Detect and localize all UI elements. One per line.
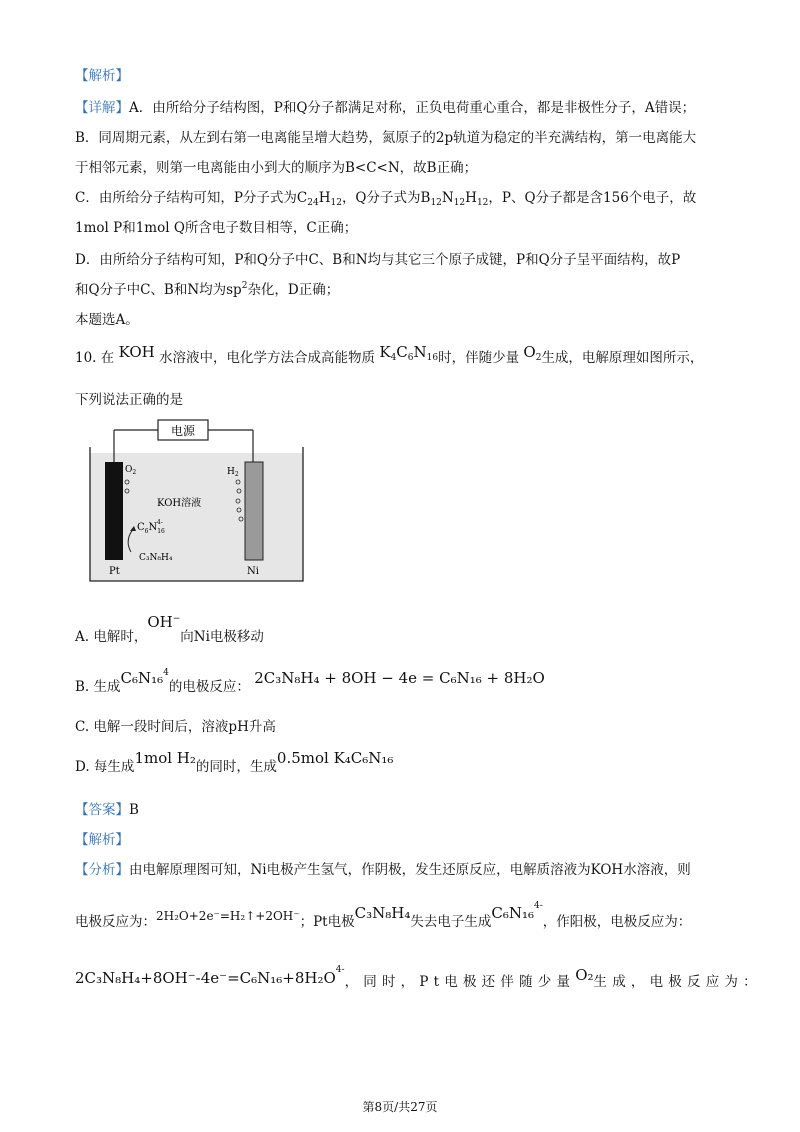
option-a <box>75 613 264 645</box>
product-n-sub: 16 <box>157 528 165 535</box>
koh-solution-label: KOH溶液 <box>157 498 202 509</box>
product-c-sub: 6 <box>144 528 149 535</box>
c-sub: 6 <box>407 353 414 363</box>
analysis-text1: 由电解原理图可知，Ni电极产生氢气，作阴极，发生还原反应，电解质溶液为KOH水溶液，则 <box>129 862 691 878</box>
option-d-h2: 1mol H₂ <box>134 749 196 767</box>
power-supply-label: 电源 <box>170 424 196 438</box>
ni-electrode <box>245 462 263 560</box>
k-symbol: K <box>379 343 391 361</box>
o2-symbol: O <box>125 465 133 475</box>
sub-12b: 12 <box>430 198 442 208</box>
h2-symbol: H <box>227 467 235 477</box>
detail-line-c <box>75 186 696 208</box>
option-d-text1: D. 每生成 <box>75 759 135 775</box>
option-b-text2: 的电极反应： <box>168 679 250 695</box>
analysis-line-2 <box>75 901 692 930</box>
answer-value: B <box>129 802 139 818</box>
analysis-text7: 生成，电极反应为： <box>593 974 762 990</box>
analysis-text3: ；Pt电极 <box>299 914 355 930</box>
detail-line-d2 <box>75 278 339 298</box>
detail-conclusion: 本题选A。 <box>75 312 139 328</box>
detail-line-b: B．同周期元素，从左到右第一电离能呈增大趋势，氮原子的2p轨道为稳定的半充满结构，第一电离能大 <box>75 130 697 146</box>
question-10-stem <box>75 343 704 368</box>
option-d <box>75 749 394 775</box>
option-b-equation: 2C₃N₈H₄ + 8OH − 4e = C₆N₁₆ + 8H₂O <box>254 669 545 687</box>
analysis-o2: O₂ <box>575 966 594 984</box>
page-footer: 第8页/共27页 <box>362 1100 438 1114</box>
oh-ion <box>147 613 180 631</box>
reactant-label: C₃N₈H₄ <box>139 553 173 563</box>
detail-line-a <box>75 96 695 116</box>
detail-tag: 【详解】 <box>75 100 129 116</box>
n-sub: 16 <box>426 353 439 363</box>
sub-24: 24 <box>307 198 319 208</box>
detail-c-h2: H <box>465 190 477 206</box>
product-c: C <box>137 522 145 533</box>
detail-d2-text2: 杂化，D正确； <box>247 282 340 298</box>
o2-sub: 2 <box>132 469 137 476</box>
o-symbol: O <box>523 343 536 361</box>
q10-text2: 水溶液中，电化学方法合成高能物质 <box>159 350 376 366</box>
detail-line-d: D．由所给分子结构可知，P和Q分子中C、B和N均与其它三个原子成键，P和Q分子呈平面结构，故P <box>75 252 681 268</box>
pt-electrode <box>105 462 123 560</box>
c-symbol: C <box>396 343 408 361</box>
option-d-product: 0.5mol K₄C₆N₁₆ <box>276 749 394 767</box>
option-b-product: C₆N₁₆ <box>120 669 164 687</box>
section-header-analysis-2: 【解析】 <box>75 832 129 848</box>
detail-line-b2: 于相邻元素，则第一电离能由小到大的顺序为B<C<N，故B正确； <box>75 160 478 176</box>
detail-d2-text1: 和Q分子中C、B和N均为sp <box>75 282 242 298</box>
answer-tag: 【答案】 <box>75 802 129 818</box>
question-10-prompt: 下列说法正确的是 <box>75 392 183 408</box>
detail-text-a: A．由所给分子结构图，P和Q分子都满足对称，正负电荷重心重合，都是非极性分子，A错误； <box>129 100 696 116</box>
product-n: N <box>148 522 158 533</box>
analysis-product-charge: 4- <box>534 901 543 911</box>
ni-label: Ni <box>247 566 259 577</box>
q10-koh: KOH <box>118 343 155 361</box>
q10-text4: 生成，电解原理如图所示， <box>541 350 704 366</box>
detail-c-h: H <box>318 190 331 206</box>
option-a-text2: 向Ni电极移动 <box>180 629 264 645</box>
q10-o2 <box>523 343 541 361</box>
detail-c-text2: ，Q分子式为B <box>341 190 431 206</box>
analysis-line-1 <box>75 858 691 878</box>
oh-charge: − <box>172 614 181 624</box>
pt-label: Pt <box>109 566 120 577</box>
answer <box>75 798 139 818</box>
detail-c-n: N <box>441 190 454 206</box>
k-sub: 4 <box>390 353 397 363</box>
option-c: C. 电解一段时间后，溶液pH升高 <box>75 719 276 735</box>
n-symbol: N <box>413 343 427 361</box>
option-b <box>75 668 545 695</box>
o-sub: 2 <box>535 353 542 363</box>
analysis-line-3 <box>75 965 762 990</box>
sup-2: 2 <box>241 281 248 291</box>
sub-12c: 12 <box>453 198 466 208</box>
anode-equation-charge: 4- <box>335 965 345 975</box>
electrolysis-diagram <box>85 412 310 584</box>
analysis-text4: 失去电子生成 <box>410 914 492 930</box>
q10-text1: 10. 在 <box>75 350 115 366</box>
option-a-text1: A. 电解时， <box>75 629 148 645</box>
analysis-text6: ，同时，Pt电极还伴随少量 <box>344 974 576 990</box>
detail-c-text3: ，P、Q分子都是含156个电子，故 <box>488 190 697 206</box>
q10-k4c6n16 <box>379 343 438 361</box>
cathode-equation: 2H₂O+2e⁻=H₂↑+2OH⁻ <box>156 909 300 923</box>
oh-symbol: OH <box>147 613 173 631</box>
analysis-product: C₆N₁₆ <box>491 904 534 922</box>
product-charge: 4- <box>156 519 163 526</box>
option-b-text1: B. 生成 <box>75 679 121 695</box>
option-d-text2: 的同时，生成 <box>195 759 277 775</box>
sub-12d: 12 <box>476 198 489 208</box>
analysis-text2: 电极反应为： <box>75 914 156 930</box>
h2-sub: 2 <box>234 471 239 478</box>
analysis-text5: ，作阳极，电极反应为： <box>542 914 692 930</box>
section-header-analysis: 【解析】 <box>75 68 129 84</box>
sub-12a: 12 <box>330 198 342 208</box>
detail-c-text1: C．由所给分子结构可知，P分子式为C <box>75 190 308 206</box>
option-b-charge: 4 <box>163 668 169 678</box>
q10-text3: 时，伴随少量 <box>438 350 520 366</box>
analysis-tag: 【分析】 <box>75 862 129 878</box>
anode-equation: 2C₃N₈H₄+8OH⁻-4e⁻=C₆N₁₆+8H₂O <box>75 969 336 987</box>
detail-line-c2: 1mol P和1mol Q所含电子数目相等，C正确； <box>75 220 358 236</box>
analysis-reactant: C₃N₈H₄ <box>354 904 411 922</box>
